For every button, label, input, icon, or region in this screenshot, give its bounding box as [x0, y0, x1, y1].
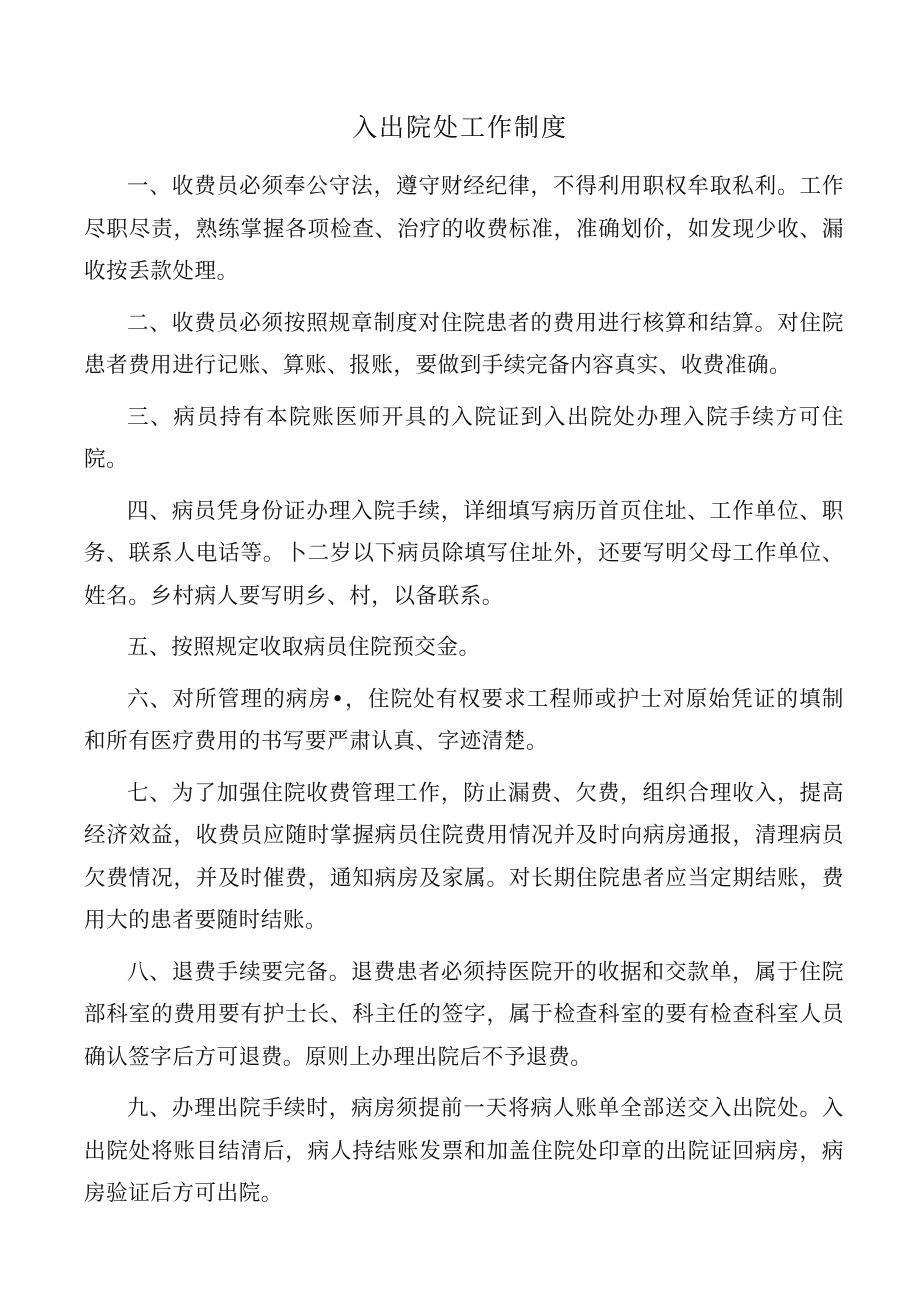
paragraph-9: 九、办理出院手续时，病房须提前一天将病人账单全部送交入出院处。入出院处将账目结清后，病人持结账发票和加盖住院处印章的出院证回病房，病房验证后方可出院。: [84, 1096, 844, 1206]
document-body: [84, 166, 844, 1225]
paragraph-5: 五、按照规定收取病员住院预交金。: [127, 635, 481, 660]
paragraph-6: 六、对所管理的病房•，住院处有权要求工程师或护士对原始凭证的填制和所有医疗费用的书写要严肃认真、字迹清楚。: [84, 686, 844, 754]
paragraph-1: 一、收费员必须奉公守法，遵守财经纪律，不得利用职权牟取私利。工作尽职尽责，熟练掌握各项检查、治疗的收费标准，准确划价，如发现少收、漏收按丢款处理。: [84, 174, 844, 284]
paragraph-7: 七、为了加强住院收费管理工作，防止漏费、欠费，组织合理收入，提高经济效益，收费员应随时掌握病员住院费用情况并及时向病房通报，清理病员欠费情况，并及时催费，通知病房及家属。对长期住院患者应当定期结账，费用大的患者要随时结账。: [84, 780, 844, 933]
paragraph-2: 二、收费员必须按照规章制度对住院患者的费用进行核算和结算。对住院患者费用进行记账、算账、报账，要做到手续完备内容真实、收费准确。: [84, 310, 844, 378]
document-title: 入出院处工作制度: [351, 113, 568, 142]
paragraph-3: 三、病员持有本院账医师开具的入院证到入出院处办理入院手续方可住院。: [84, 404, 844, 472]
paragraph-4: 四、病员凭身份证办理入院手续，详细填写病历首页住址、工作单位、职务、联系人电话等。卜二岁以下病员除填写住址外，还要写明父母工作单位、姓名。乡村病人要写明乡、村，以备联系。: [84, 498, 844, 609]
paragraph-8: 八、退费手续要完备。退费患者必须持医院开的收据和交款单，属于住院部科室的费用要有护士长、科主任的签字，属于检查科室的要有检查科室人员确认签字后方可退费。原则上办理出院后不予退费。: [84, 959, 844, 1070]
